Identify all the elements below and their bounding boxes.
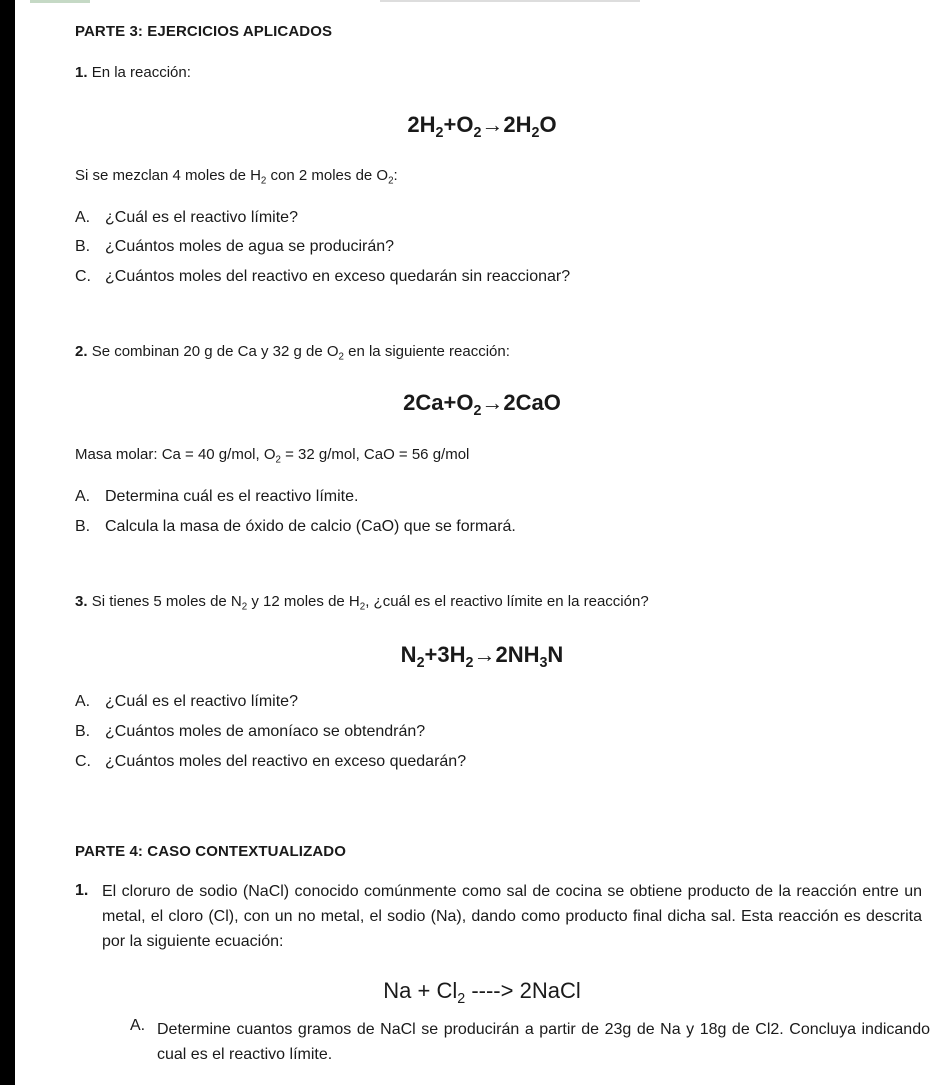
parte4-title: PARTE 4: CASO CONTEXTUALIZADO [75,843,346,860]
q2-molar-masses: Masa molar: Ca = 40 g/mol, $O_2 = 32$ g/mol, CaO = 56 g/mol [75,446,470,466]
q1-statement: Si se mezclan 4 moles de $H_2$ con 2 moles de $O_2$: [75,167,398,187]
left-black-border [0,0,15,1085]
q1-text: En la reacción: [91,64,191,81]
p4-q1-paragraph: El cloruro de sodio (NaCl) conocido comúnmente como sal de cocina se obtiene producto de la reacción entre un metal, el cloro (Cl), con un no metal, el sodio (Na), dando como producto final dicha sal. Esta reacción es descrita por la siguiente ecuación: [102,883,922,950]
q1-equation: $2H_2+O_2\to 2H_2O$ [407,112,557,141]
q1-option-c: C. ¿Cuántos moles del reactivo en exceso quedarán sin reaccionar? [75,268,571,285]
q3-option-c: C. ¿Cuántos moles del reactivo en exceso quedarán? [75,753,467,770]
p4-option-a: A. Determine cuantos gramos de NaCl se producirán a partir de 23g de Na y 18g de Cl2. Concluya indicando cual es el reactivo límite. [130,1017,930,1063]
q1-option-a: A. ¿Cuál es el reactivo límite? [75,209,298,226]
q1-number: 1. [75,64,88,81]
q3-equation: $N_2+3H_2\to 2NH_3N$ [400,642,564,671]
p4-equation: $Na + Cl_2$ ----> 2NaCl [383,978,581,1007]
q2-equation: $2Ca+O_2\to 2CaO$ [403,390,561,419]
q1-option-b: B. ¿Cuántos moles de agua se producirán? [75,238,395,255]
q2-option-b: B. Calcula la masa de óxido de calcio (CaO) que se formará. [75,518,516,535]
q3-option-a: A. ¿Cuál es el reactivo límite? [75,693,298,710]
q2-intro: 2. Se combinan 20 g de Ca y 32 g de $O_2$ en la siguiente reacción: [75,343,510,363]
q3-option-b: B. ¿Cuántos moles de amoníaco se obtendrán? [75,723,426,740]
worksheet-page [15,0,949,1085]
q3-intro: 3. Si tienes 5 moles de $N_2$ y 12 moles de $H_2$, ¿cuál es el reactivo límite en la reacción? [75,593,649,613]
p4-q1-number: 1. [75,882,89,899]
parte3-title: PARTE 3: EJERCICIOS APLICADOS [75,23,333,40]
q2-option-a: A. Determina cuál es el reactivo límite. [75,488,359,505]
q1-intro [75,64,191,81]
